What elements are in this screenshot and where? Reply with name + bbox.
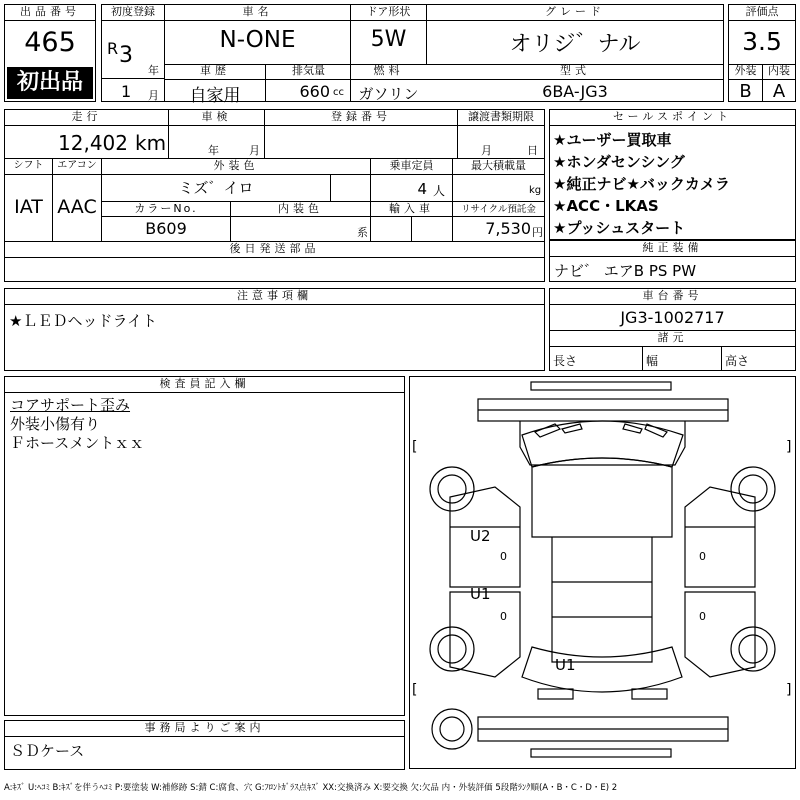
length-label: 長さ (553, 354, 578, 368)
model-label: 型式 (560, 64, 590, 77)
transfer-month-unit: 月 (481, 144, 492, 157)
office-box (4, 720, 405, 770)
air-conditioner: AAC (57, 196, 97, 218)
inspector-note-2: 外装小傷有り (10, 415, 101, 433)
door-handle-mark: 0 (500, 610, 507, 623)
exterior-label: 外装 (734, 64, 757, 77)
recycle-fee: 7,530 (485, 219, 531, 238)
sales-points-list (553, 129, 730, 239)
equipment-title: 純正装備 (642, 241, 703, 254)
ac-label: エアコン (57, 160, 97, 171)
bracket-left-lower: [ (412, 682, 418, 698)
transfer-day-unit: 日 (527, 144, 538, 157)
capacity-unit: 人 (433, 184, 446, 198)
bracket-right-upper: ] (786, 439, 792, 455)
fuel-label: 燃料 (373, 64, 404, 77)
bracket-right-lower: ] (786, 682, 792, 698)
car-name: N-ONE (219, 27, 296, 53)
caution-box (4, 288, 545, 371)
score-value: 3.5 (742, 27, 782, 56)
transfer-label: 譲渡書類期限 (468, 110, 534, 123)
inspection-year-unit: 年 (208, 144, 219, 157)
capacity: 4 (417, 180, 427, 198)
later-parts-label: 後日発送部品 (229, 242, 320, 255)
sales-point-item: ★純正ナビ★バックカメラ (553, 175, 730, 193)
equipment-value: ナビ゛ エアB PS PW (554, 262, 697, 280)
dimensions-title: 諸元 (657, 331, 688, 344)
color-no-label: カラーNo. (134, 202, 198, 215)
inspector-box (4, 376, 405, 716)
sales-point-item: ★ホンダセンシング (553, 153, 685, 171)
era-prefix: R (107, 39, 119, 58)
model-code: 6BA-JG3 (542, 82, 608, 101)
cc-unit: cc (333, 87, 344, 98)
office-title: 事務局よりご案内 (144, 721, 265, 734)
kg-unit: kg (529, 185, 542, 196)
capacity-label: 乗車定員 (389, 159, 434, 172)
color-no: B609 (145, 219, 187, 238)
damage-mark: U2 (470, 527, 491, 545)
registration-year: 3 (119, 43, 133, 68)
shift-label: シフト (13, 160, 44, 171)
sales-point-item: ★ACC・LKAS (553, 197, 659, 215)
door-handle-mark: 0 (699, 610, 706, 623)
damage-mark: U1 (555, 656, 576, 674)
km-unit: km (135, 131, 167, 155)
score-box (728, 4, 796, 102)
width-label: 幅 (646, 354, 659, 368)
damage-legend: A:ｷｽﾞ U:ﾍｺﾐ B:ｷｽﾞを伴うﾍｺﾐ P:要塗装 W:補修跡 S:錆 C:腐食、穴 G:ﾌﾛﾝﾄｶﾞﾗｽ点ｷｽﾞ XX:交換済み X:要交換 欠:欠品 内・外装評価 5段階ﾗﾝｸ順(A・B・C・D・E) 2 (4, 783, 618, 793)
inspector-note-3: Ｆホースメントｘｘ (10, 434, 145, 452)
year-unit: 年 (148, 64, 159, 77)
inspector-note-1: コアサポート歪み (10, 396, 131, 414)
car-info-box (164, 4, 724, 106)
grade-label: グレード (545, 5, 605, 18)
ext-color-label: 外装色 (213, 159, 259, 172)
registration-month: 1 (121, 82, 132, 101)
sales-point-item: ★ユーザー買取車 (553, 131, 672, 149)
score-label: 評価点 (745, 5, 779, 18)
plate-label: 登録番号 (331, 110, 391, 123)
equipment-box (549, 240, 796, 282)
history-label: 車歴 (200, 64, 230, 77)
sales-point-item: ★プッシュスタート (553, 219, 686, 237)
ext-color: ミズ゛イロ (178, 179, 254, 197)
first-listing-badge: 初出品 (7, 67, 93, 99)
history: 自家用 (189, 86, 241, 106)
inspector-title: 検査員記入欄 (159, 377, 250, 390)
car-damage-diagram (409, 376, 796, 769)
car-name-label: 車名 (242, 5, 273, 18)
first-registration-box (101, 4, 165, 102)
lot-number-label: 出品番号 (20, 5, 80, 18)
first-registration-label: 初度登録 (111, 5, 155, 18)
max-load-label: 最大積載量 (471, 159, 526, 172)
lot-number-box (4, 4, 96, 102)
office-value: ＳＤケース (10, 742, 85, 760)
displacement-label: 排気量 (292, 64, 325, 77)
month-unit: 月 (148, 89, 159, 102)
caution-title: 注意事項欄 (237, 289, 312, 302)
recycle-label: リサイクル預託金 (461, 204, 536, 215)
mileage-label: 走行 (71, 110, 102, 123)
chassis-number: JG3-1002717 (620, 308, 725, 327)
door-type: 5W (370, 27, 407, 52)
inspection-month-unit: 月 (249, 144, 260, 157)
fuel: ガソリン (358, 85, 419, 103)
caution-value: ★ＬＥＤヘッドライト (9, 312, 157, 330)
chassis-title: 車台番号 (642, 289, 703, 302)
mileage: 12,402 (58, 131, 128, 155)
car-outline-diagram (410, 377, 795, 768)
displacement: 660 (299, 82, 330, 101)
exterior-grade: B (739, 81, 752, 102)
int-color-label: 内装色 (278, 202, 323, 215)
damage-mark: U1 (470, 585, 491, 603)
shift: IAT (14, 196, 43, 218)
yen-unit: 円 (532, 226, 543, 239)
inspection-label: 車検 (201, 110, 232, 123)
chassis-box (549, 288, 796, 371)
door-label: ドア形状 (366, 5, 411, 18)
bracket-left-upper: [ (412, 439, 418, 455)
door-handle-mark: 0 (699, 550, 706, 563)
height-label: 高さ (725, 354, 750, 368)
interior-label: 内装 (768, 64, 790, 77)
vehicle-details-box (4, 109, 545, 282)
door-handle-mark: 0 (500, 550, 507, 563)
int-color-unit: 系 (357, 226, 368, 239)
sales-points-title: セールスポイント (612, 110, 732, 123)
interior-grade: A (772, 81, 786, 102)
grade: オリジ゛ナル (509, 32, 641, 57)
sales-points-box (549, 109, 796, 240)
import-label: 輸入車 (389, 202, 434, 215)
lot-number: 465 (24, 27, 76, 58)
